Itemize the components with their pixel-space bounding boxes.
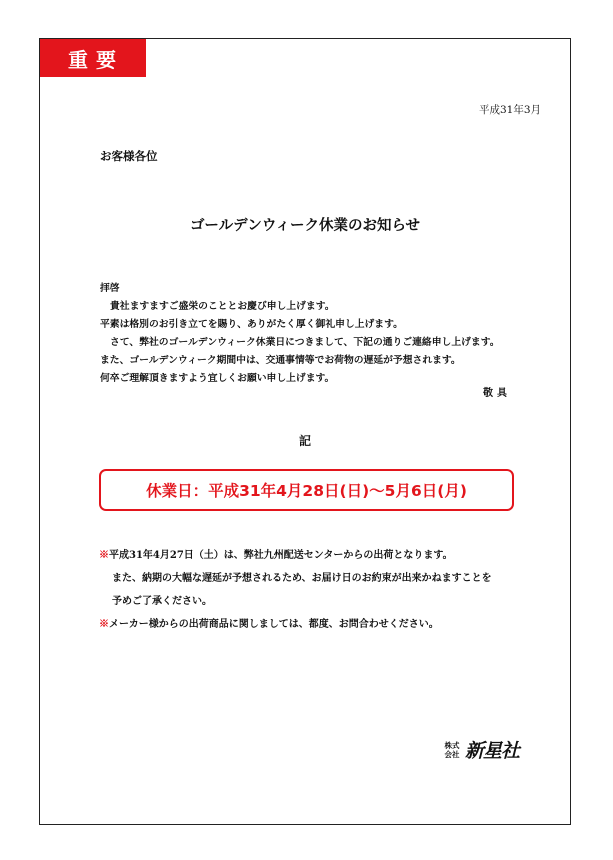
body-line: 何卒ご理解頂きますよう宜しくお願い申し上げます。 (100, 373, 335, 384)
notice-body (100, 280, 560, 388)
issue-date: 平成31年3月 (478, 104, 541, 116)
note-mark: ※ (99, 550, 109, 561)
body-line: さて、弊社のゴールデンウィーク休業日につきまして、下記の通りご連絡申し上げます。 (110, 337, 500, 348)
company-name: 新星社 (464, 740, 519, 762)
body-line: また、ゴールデンウィーク期間中は、交通事情等でお荷物の遅延が予想されます。 (100, 355, 461, 366)
note-mark: ※ (99, 619, 109, 630)
note-continuation: 予めご了承ください。 (112, 596, 212, 607)
company-logo (442, 736, 519, 763)
salutation: 拝啓 (100, 283, 120, 294)
body-line: 貴社ますますご盛栄のこととお慶び申し上げます。 (110, 301, 335, 312)
addressee: お客様各位 (100, 149, 158, 163)
body-line: 平素は格別のお引き立てを賜り、ありがたく厚く御礼申し上げます。 (100, 319, 403, 330)
holiday-box (99, 469, 514, 511)
note-text: 平成31年4月27日（土）は、弊社九州配送センターからの出荷となります。 (109, 550, 453, 561)
notes (99, 544, 559, 636)
notice-sheet (39, 38, 571, 825)
important-badge: 重要 (40, 39, 146, 77)
note-text: メーカー様からの出荷商品に関しましては、都度、お問合わせください。 (109, 619, 439, 630)
note-continuation: また、納期の大幅な遅延が予想されるため、お届け日のお約束が出来かねますことを (112, 573, 492, 584)
notice-title: ゴールデンウィーク休業のお知らせ (189, 218, 421, 234)
note-item (99, 544, 559, 567)
company-prefix: 株式会社 (444, 740, 460, 759)
ki-heading: 記 (298, 434, 311, 448)
note-item (99, 613, 559, 636)
holiday-text: 休業日：平成31年4月28日(日)〜5月6日(月) (146, 482, 467, 500)
closing: 敬具 (483, 388, 511, 399)
